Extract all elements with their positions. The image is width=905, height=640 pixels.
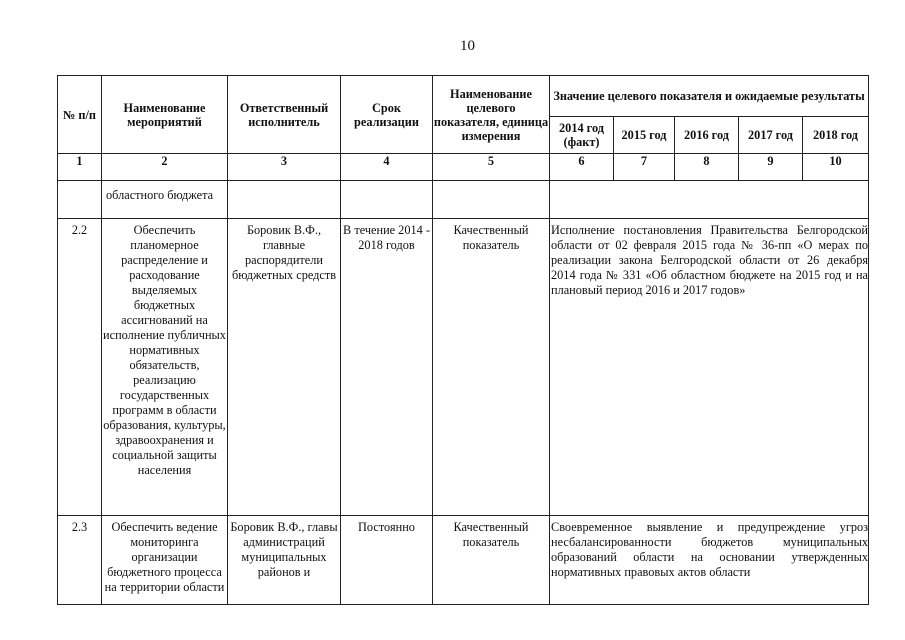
header-values-group: Значение целевого показателя и ожидаемые результаты <box>550 76 869 117</box>
header-year-2015: 2015 год <box>614 117 675 154</box>
measures-table <box>57 75 869 605</box>
row-num <box>58 181 102 219</box>
row-term: В течение 2014 - 2018 годов <box>341 219 433 516</box>
column-number: 2 <box>102 154 228 181</box>
row-executor: Боровик В.Ф., главы администраций муниципальных районов и <box>228 516 341 605</box>
header-year-2014: 2014 год (факт) <box>550 117 614 154</box>
row-indicator: Качественный показатель <box>433 516 550 605</box>
row-executor: Боровик В.Ф., главные распорядители бюджетных средств <box>228 219 341 516</box>
row-num: 2.2 <box>58 219 102 516</box>
row-term <box>341 181 433 219</box>
row-num: 2.3 <box>58 516 102 605</box>
row-term: Постоянно <box>341 516 433 605</box>
header-year-2016: 2016 год <box>675 117 739 154</box>
row-result: Исполнение постановления Правительства Белгородской области от 02 февраля 2015 года № 36-пп «О мерах по реализации закона Белгородской области от 26 декабря 2014 года № 331 «Об областном бюджете на 2015 год и на плановый период 2016 и 2017 годов» <box>550 219 869 516</box>
row-result <box>550 181 869 219</box>
column-number: 4 <box>341 154 433 181</box>
header-name: Наименование мероприятий <box>102 76 228 154</box>
row-indicator <box>433 181 550 219</box>
row-result: Своевременное выявление и предупреждение угроз несбалансированности бюджетов муниципальных образований области на основании утвержденных нормативных правовых актов области <box>550 516 869 605</box>
header-num: № п/п <box>58 76 102 154</box>
column-number: 10 <box>803 154 869 181</box>
header-row <box>58 76 869 117</box>
table-row <box>58 181 869 219</box>
column-number: 5 <box>433 154 550 181</box>
column-number: 8 <box>675 154 739 181</box>
column-numbers-row <box>58 154 869 181</box>
header-term: Срок реализации <box>341 76 433 154</box>
header-indicator: Наименование целевого показателя, единица измерения <box>433 76 550 154</box>
row-name: Обеспечить планомерное распределение и расходование выделяемых бюджетных ассигнований на исполнение публичных нормативных обязательств, реализацию государственных программ в области образования, культуры, здравоохранения и социальной защиты населения <box>102 219 228 516</box>
column-number: 9 <box>739 154 803 181</box>
table-row <box>58 219 869 516</box>
column-number: 6 <box>550 154 614 181</box>
table-row <box>58 516 869 605</box>
row-name: областного бюджета <box>102 181 228 219</box>
column-number: 1 <box>58 154 102 181</box>
column-number: 7 <box>614 154 675 181</box>
row-indicator: Качественный показатель <box>433 219 550 516</box>
row-executor <box>228 181 341 219</box>
header-year-2018: 2018 год <box>803 117 869 154</box>
header-year-2017: 2017 год <box>739 117 803 154</box>
header-executor: Ответственный исполнитель <box>228 76 341 154</box>
column-number: 3 <box>228 154 341 181</box>
page-number: 10 <box>460 38 475 54</box>
row-name: Обеспечить ведение мониторинга организации бюджетного процесса на территории области <box>102 516 228 605</box>
